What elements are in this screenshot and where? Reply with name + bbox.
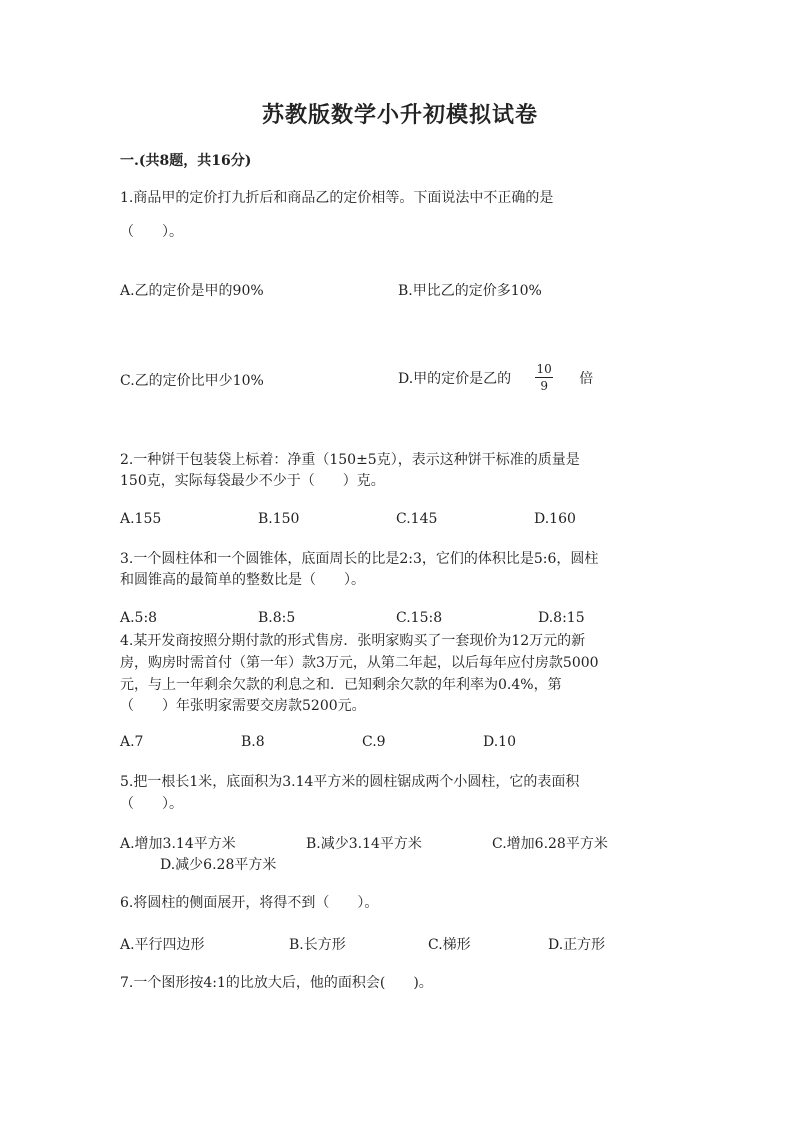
q6-option-b: B.长方形 [289, 937, 346, 953]
q3-option-b: B.8:5 [258, 610, 296, 626]
q1-option-d [398, 362, 593, 393]
question-4-text-cont-2: 元，与上一年剩余欠款的利息之和．已知剩余欠款的年利率为0.4%，第 [120, 677, 562, 693]
q1-option-c: C.乙的定价比甲少10% [120, 373, 264, 389]
question-5-text-cont: （ ）。 [120, 796, 183, 812]
question-3-text: 3.一个圆柱体和一个圆锥体，底面周长的比是2:3，它们的体积比是5:6，圆柱 [120, 551, 599, 567]
q2-option-d: D.160 [534, 511, 576, 527]
q4-option-b: B.8 [241, 734, 265, 750]
q5-option-b: B.减少3.14平方米 [306, 836, 422, 852]
question-1-text: 1.商品甲的定价打九折后和商品乙的定价相等。下面说法中不正确的是 [120, 190, 554, 206]
question-1-text-cont: （ ）。 [120, 224, 183, 240]
q3-option-d: D.8:15 [538, 610, 585, 626]
q2-option-c: C.145 [396, 511, 438, 527]
q5-option-c: C.增加6.28平方米 [492, 836, 608, 852]
q5-option-d: D.减少6.28平方米 [160, 857, 277, 873]
question-4-text: 4.某开发商按照分期付款的形式售房．张明家购买了一套现价为12万元的新 [120, 633, 586, 649]
question-4-text-cont-1: 房，购房时需首付（第一年）款3万元，从第二年起，以后每年应付房款5000 [120, 655, 599, 671]
q3-option-a: A.5:8 [120, 610, 158, 626]
question-2-text: 2.一种饼干包装袋上标着：净重（150±5克），表示这种饼干标准的质量是 [120, 452, 580, 468]
question-4-text-cont-3: （ ）年张明家需要交房款5200元。 [120, 698, 366, 714]
q3-option-c: C.15:8 [396, 610, 443, 626]
question-5-text: 5.把一根长1米，底面积为3.14平方米的圆柱锯成两个小圆柱，它的表面积 [120, 774, 580, 790]
q6-option-d: D.正方形 [548, 937, 606, 953]
q1-option-d-suffix: 倍 [579, 370, 594, 387]
q6-option-c: C.梯形 [428, 937, 471, 953]
fraction-bar [535, 377, 553, 378]
q4-option-d: D.10 [483, 734, 516, 750]
fraction-numerator: 10 [536, 362, 552, 376]
q6-option-a: A.平行四边形 [120, 937, 205, 953]
question-6-text: 6.将圆柱的侧面展开，将得不到（ ）。 [120, 895, 379, 911]
question-3-text-cont: 和圆锥高的最简单的整数比是（ ）。 [120, 572, 365, 588]
q4-option-a: A.7 [120, 734, 144, 750]
q2-option-b: B.150 [258, 511, 300, 527]
q5-option-a: A.增加3.14平方米 [120, 836, 236, 852]
q2-option-a: A.155 [120, 511, 162, 527]
q1-option-b: B.甲比乙的定价多10% [398, 283, 542, 299]
fraction-denominator: 9 [540, 379, 548, 393]
section-heading: 一.(共8题，共16分) [120, 153, 252, 169]
q4-option-c: C.9 [362, 734, 386, 750]
q1-option-d-prefix: D.甲的定价是乙的 [398, 370, 512, 387]
q1-option-a: A.乙的定价是甲的90% [120, 283, 264, 299]
fraction [535, 362, 553, 393]
page-title: 苏教版数学小升初模拟试卷 [261, 102, 538, 128]
question-7-text: 7.一个图形按4:1的比放大后，他的面积会( )。 [120, 975, 433, 991]
question-2-text-cont: 150克，实际每袋最少不少于（ ）克。 [120, 473, 385, 489]
